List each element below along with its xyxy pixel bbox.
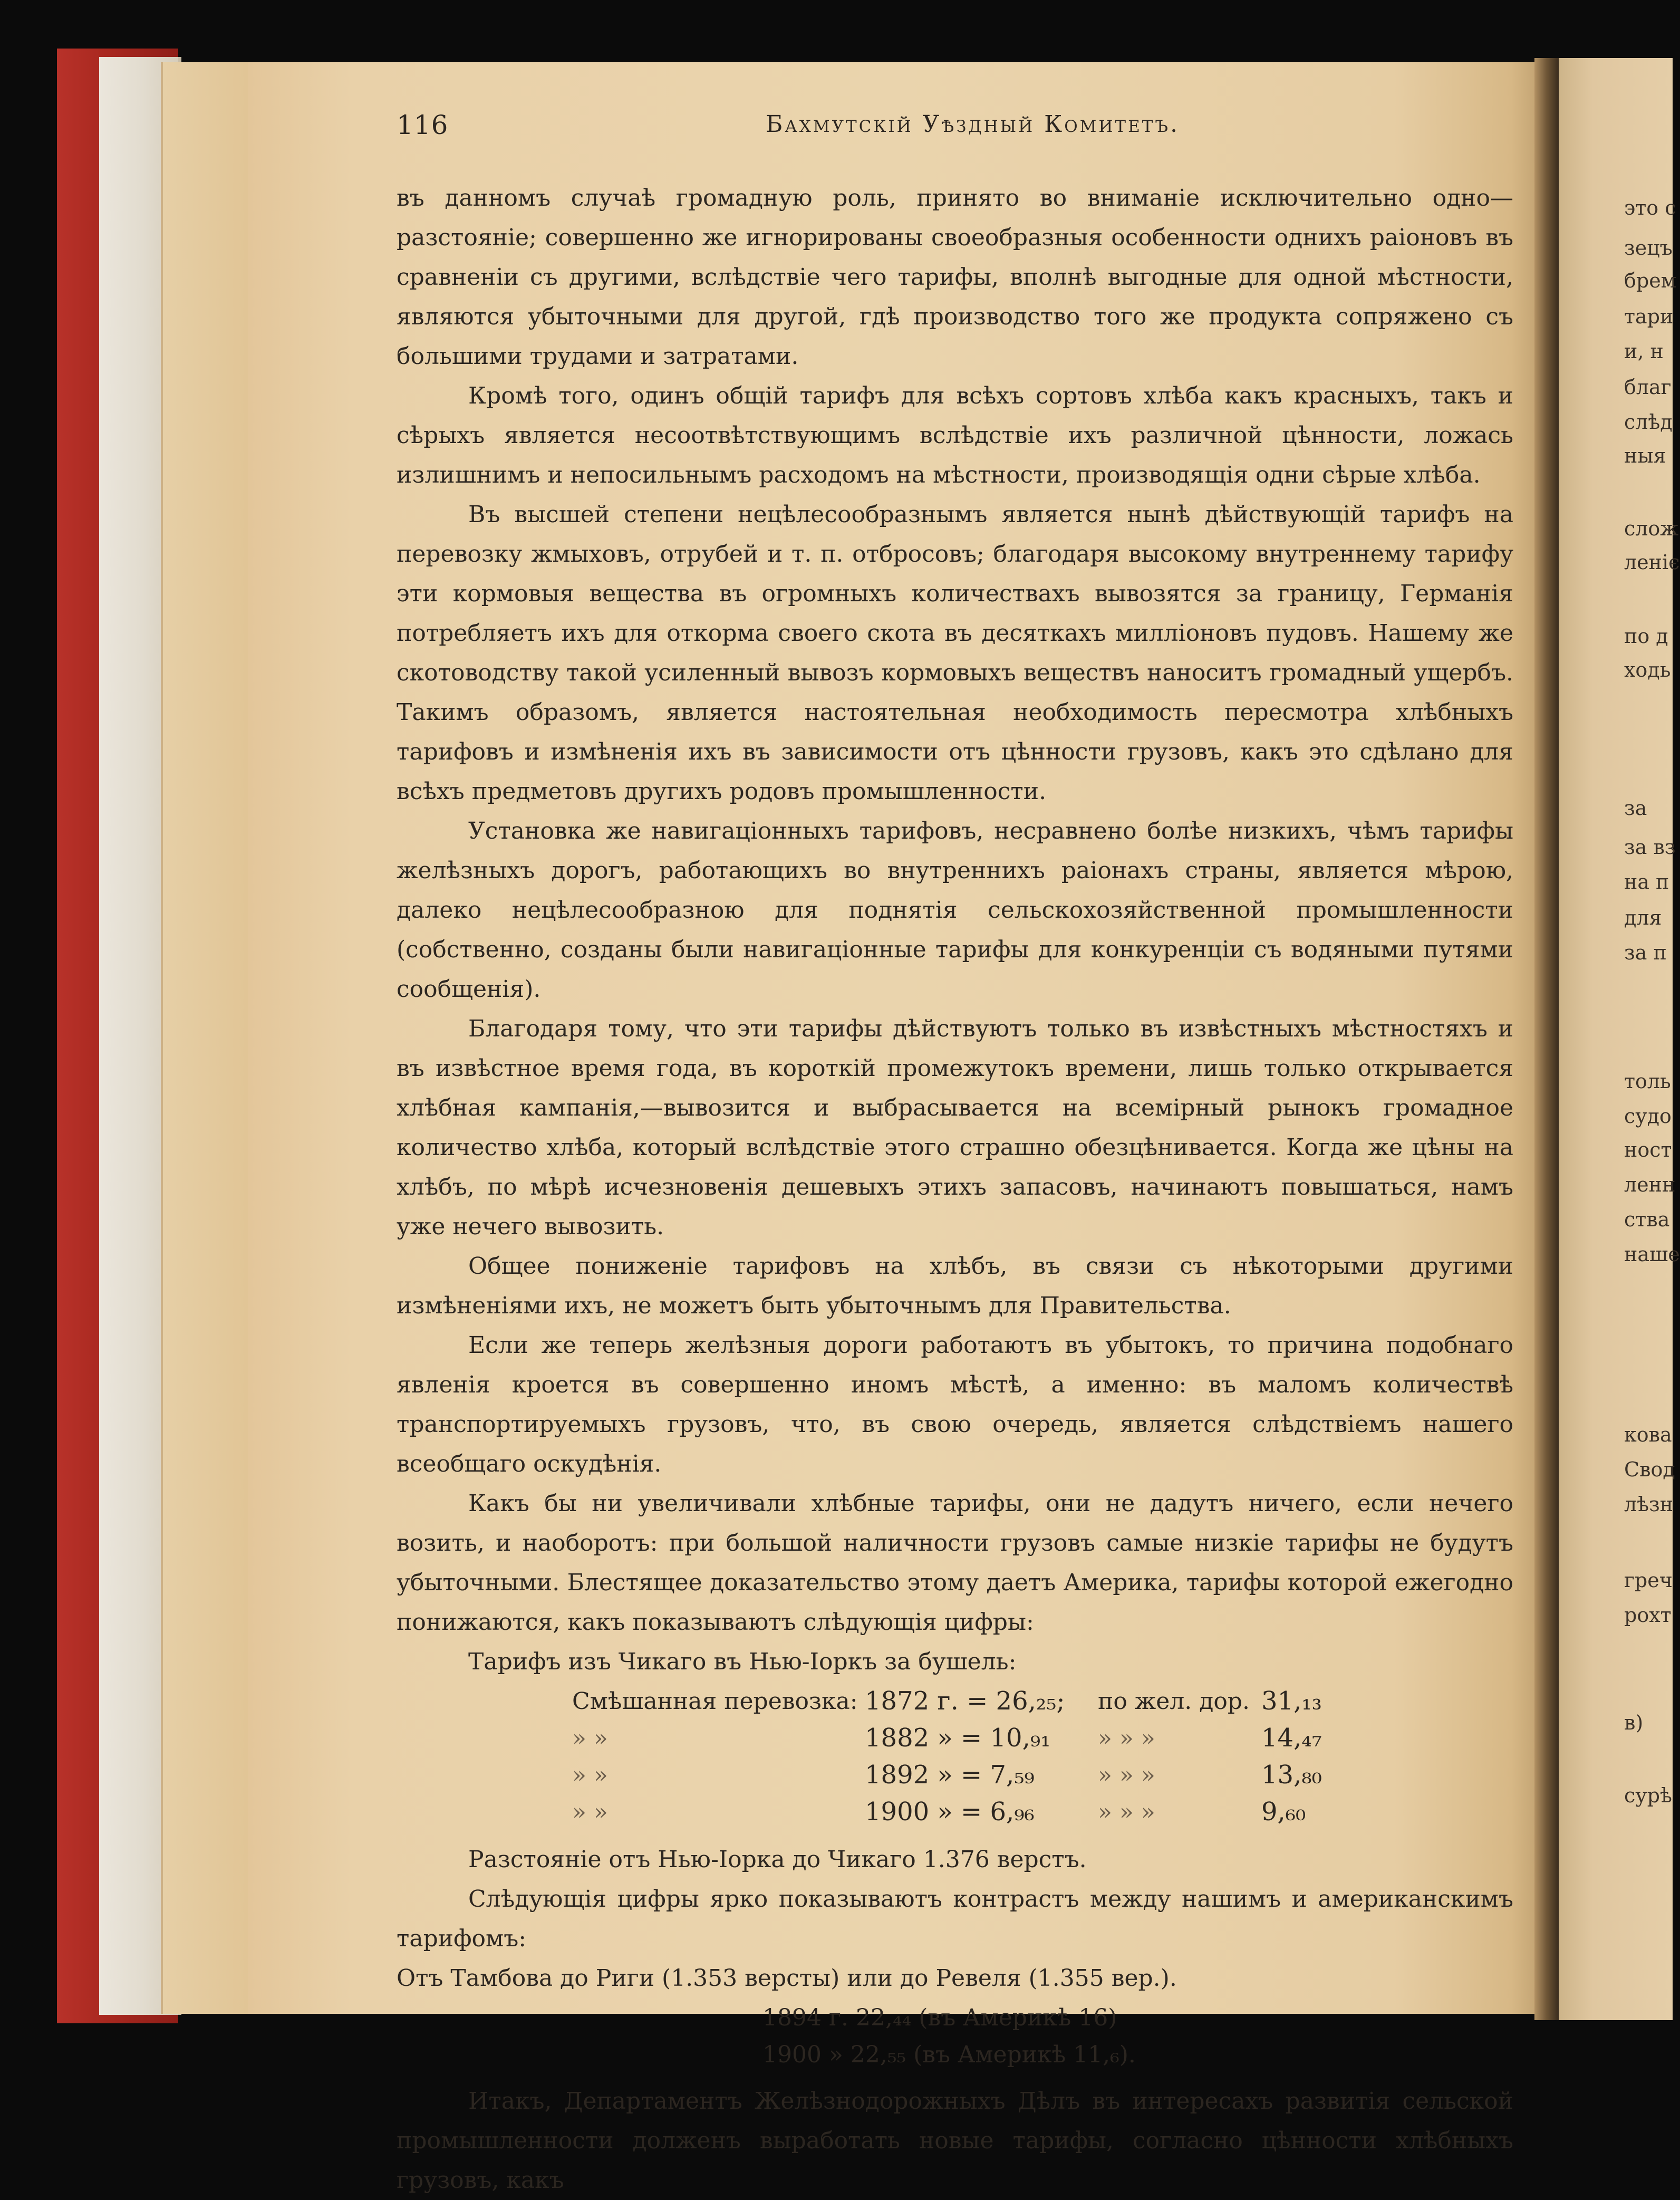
tariff-year-value: 1882 » = 10,₉₁ — [865, 1723, 1051, 1753]
facing-fragment: за п — [1624, 941, 1667, 964]
rate-lines — [397, 1998, 1513, 2072]
tariff-year-value: 1892 » = 7,₅₉ — [865, 1760, 1035, 1790]
facing-fragment: это с — [1624, 196, 1676, 219]
tariff-year-value: 1900 » = 6,₉₆ — [865, 1797, 1035, 1827]
tariff-label: » » — [572, 1799, 608, 1826]
tariff-rail-value: 14,₄₇ — [1261, 1723, 1322, 1753]
paragraph: Итакъ, Департаментъ Желѣзнодорожныхъ Дѣлъ въ интересахъ развитія сельской промышленности долженъ выработать новые тарифы, согласно цѣнности хлѣбныхъ грузовъ, какъ — [397, 2088, 1513, 2194]
paragraph: Благодаря тому, что эти тарифы дѣйствуютъ только въ извѣстныхъ мѣстностяхъ и въ извѣстное время года, въ короткій промежутокъ времени, лишь только открывается хлѣбная кампанія,—вывозится и выбрасывается на всемірный рынокъ громадное количество хлѣба, который вслѣдствіе этого страшно обезцѣнивается. Когда же цѣны на хлѣбъ, по мѣрѣ исчезновенія дешевыхъ этихъ запасовъ, начинаютъ повышаться, намъ уже нечего вывозить. — [397, 1015, 1513, 1240]
facing-fragment: в) — [1624, 1711, 1644, 1734]
route-line: Отъ Тамбова до Риги (1.353 версты) или до Ревеля (1.355 вер.). — [397, 1965, 1177, 1992]
facing-fragment: наше — [1624, 1243, 1680, 1266]
tariff-rail-label: » » » — [1098, 1799, 1155, 1826]
rate-line: 1900 » 22,₅₅ (въ Америкѣ 11,₆). — [762, 2041, 1136, 2068]
facing-fragment: ства — [1624, 1208, 1670, 1231]
distance-note: Разстояніе отъ Нью-Іорка до Чикаго 1.376 верстъ. — [468, 1846, 1087, 1873]
facing-fragment: за вз — [1624, 835, 1676, 859]
paragraph: Въ высшей степени нецѣлесообразнымъ является нынѣ дѣйствующій тарифъ на перевозку жмыховъ, отрубей и т. п. отбросовъ; благодаря высокому внутреннему тарифу эти кормовыя вещества въ огромныхъ количествахъ вывозятся за границу, Германія потребляетъ ихъ для откорма своего скота въ десяткахъ милліоновъ пудовъ. Нашему же скотоводству такой усиленный вывозъ кормовыхъ веществъ наноситъ громадный ущербъ. Такимъ образомъ, является настоятельная необходимость пересмотра хлѣбныхъ тарифовъ и измѣненія ихъ въ зависимости отъ цѣнности грузовъ, какъ это сдѣлано для всѣхъ предметовъ другихъ родовъ промышленности. — [397, 501, 1513, 805]
tariff-label: Смѣшанная перевозка: — [572, 1688, 858, 1715]
facing-fragment: по д — [1624, 625, 1668, 648]
facing-fragment: слож — [1624, 517, 1679, 540]
running-head — [397, 110, 1514, 147]
tariff-rail-value: 31,₁₃ — [1261, 1686, 1322, 1716]
facing-fragment: лѣзн — [1624, 1493, 1674, 1516]
facing-fragment: ныя — [1624, 444, 1666, 467]
facing-fragment: слѣд — [1624, 410, 1673, 434]
body-text — [397, 178, 1513, 2200]
paragraph: въ данномъ случаѣ громадную роль, принято во вниманіе исключительно одно—разстояніе; совершенно же игнорированы своеобразныя особенности однихъ раіоновъ въ сравненіи съ другими, вслѣдствіе чего тарифы, вполнѣ выгодные для одной мѣстности, являются убыточными для другой, гдѣ производство того же продукта сопряжено съ большими трудами и затратами. — [397, 185, 1513, 370]
facing-fragment: ленн — [1624, 1173, 1676, 1196]
facing-fragment: ност — [1624, 1138, 1672, 1161]
paragraph: Если же теперь желѣзныя дороги работаютъ въ убытокъ, то причина подобнаго явленія кроется въ совершенно иномъ мѣстѣ, а именно: въ маломъ количествѣ транспортируемыхъ грузовъ, что, въ свою очередь, является слѣдствіемъ нашего всеобщаго оскудѣнія. — [397, 1332, 1513, 1477]
tariff-intro: Тарифъ изъ Чикаго въ Нью-Іоркъ за бушель: — [468, 1648, 1017, 1675]
paragraph: Какъ бы ни увеличивали хлѣбные тарифы, они не дадутъ ничего, если нечего возить, и наоборотъ: при большой наличности грузовъ самые низкіе тарифы не будутъ убыточными. Блестящее доказательство этому даетъ Америка, тарифы которой ежегодно понижаются, какъ показываютъ слѣдующія цифры: — [397, 1490, 1513, 1636]
facing-fragment: за — [1624, 796, 1647, 820]
facing-fragment: толь — [1624, 1070, 1671, 1093]
facing-fragment: зецъ — [1624, 236, 1673, 260]
tariff-table — [397, 1682, 1513, 1840]
facing-fragment: сурѣ — [1624, 1784, 1672, 1807]
tariff-row — [397, 1755, 1513, 1792]
facing-fragment: греч — [1624, 1569, 1673, 1592]
tariff-row — [397, 1718, 1513, 1755]
paragraph: Общее пониженіе тарифовъ на хлѣбъ, въ связи съ нѣкоторыми другими измѣненіями ихъ, не можетъ быть убыточнымъ для Правительства. — [397, 1253, 1513, 1319]
facing-fragment: тари — [1624, 305, 1674, 328]
tariff-label: » » — [572, 1762, 608, 1789]
facing-fragment: благ — [1624, 376, 1672, 399]
tariff-rail-label: по жел. дор. — [1098, 1688, 1250, 1715]
tariff-row — [397, 1682, 1513, 1718]
tariff-rail-label: » » » — [1098, 1762, 1155, 1789]
facing-fragment: кова — [1624, 1423, 1672, 1446]
facing-fragment: и, н — [1624, 340, 1664, 363]
facing-fragment: леніє — [1624, 551, 1680, 574]
rate-line: 1894 г. 22,₄₄ (въ Америкѣ 16) — [762, 2004, 1117, 2031]
book-gutter — [1534, 58, 1559, 2020]
header-title: Бахмутскій Уѣздный Комитетъ. — [766, 111, 1180, 138]
facing-fragment: ходь — [1624, 658, 1671, 681]
paragraph: Кромѣ того, одинъ общій тарифъ для всѣхъ сортовъ хлѣба какъ красныхъ, такъ и сѣрыхъ является несоотвѣтствующимъ вслѣдствіе ихъ различной цѣнности, ложась излишнимъ и непосильнымъ расходомъ на мѣстности, производящія одни сѣрые хлѣба. — [397, 382, 1513, 488]
tariff-row — [397, 1792, 1513, 1829]
tariff-rail-label: » » » — [1098, 1725, 1155, 1752]
page-number: 116 — [397, 110, 449, 140]
tariff-label: » » — [572, 1725, 608, 1752]
tariff-rail-value: 9,₆₀ — [1261, 1797, 1306, 1827]
facing-fragment: судо — [1624, 1104, 1672, 1128]
facing-fragment: рохт — [1624, 1603, 1672, 1627]
tariff-year-value: 1872 г. = 26,₂₅; — [865, 1686, 1065, 1716]
facing-fragment: брем — [1624, 269, 1677, 292]
facing-fragment: Свод — [1624, 1458, 1675, 1481]
facing-fragment: на п — [1624, 870, 1669, 894]
paragraph: Установка же навигаціонныхъ тарифовъ, несравнено болѣе низкихъ, чѣмъ тарифы желѣзныхъ дорогъ, работающихъ во внутреннихъ раіонахъ страны, является мѣрою, далеко нецѣлесообразною для поднятія сельскохозяйственной промышленности (собственно, созданы были навигаціонные тарифы для конкуренціи съ водяными путями сообщенія). — [397, 818, 1513, 1003]
tariff-rail-value: 13,₈₀ — [1261, 1760, 1322, 1790]
facing-fragment: для — [1624, 906, 1662, 929]
paragraph: Слѣдующія цифры ярко показываютъ контрастъ между нашимъ и американскимъ тарифомъ: — [397, 1886, 1513, 1952]
